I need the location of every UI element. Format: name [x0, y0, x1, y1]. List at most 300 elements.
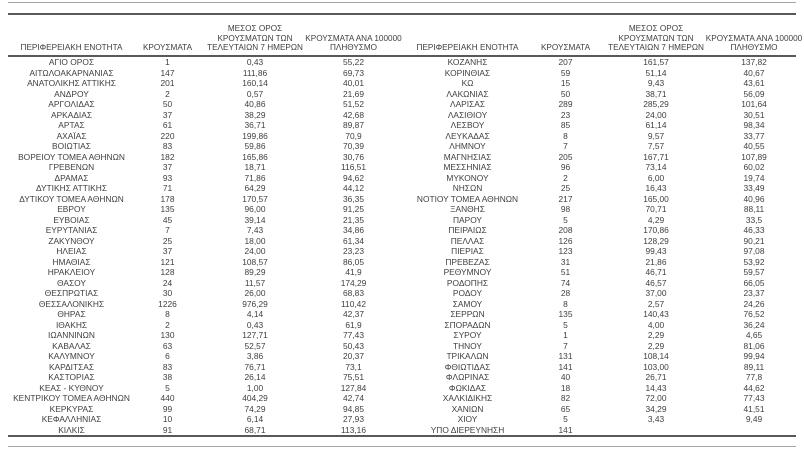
- region-name-cell: ΚΑΛΥΜΝΟΥ: [48, 351, 95, 361]
- region-name-cell: ΧΑΝΙΩΝ: [451, 403, 484, 414]
- per100k-value-cell: 4,65: [745, 330, 763, 340]
- column-gap: [397, 204, 404, 215]
- per100k-value-cell: 61,34: [343, 235, 364, 246]
- per100k-value-cell: 21,69: [343, 88, 364, 99]
- region-name-cell: ΑΝΑΤΟΛΙΚΗΣ ΑΤΤΙΚΗΣ: [27, 78, 116, 88]
- avg7-value-cell: 111,86: [242, 67, 268, 78]
- avg7-value-cell: 7,43: [246, 225, 264, 235]
- avg7-value-cell: 26,71: [645, 372, 667, 382]
- region-name-cell: ΕΒΡΟΥ: [57, 204, 86, 214]
- cases-value-cell: 98: [560, 204, 571, 214]
- per100k-value-cell: 68,83: [343, 288, 364, 298]
- region-name-cell: ΑΝΔΡΟΥ: [54, 88, 89, 99]
- avg7-value-cell: 71,86: [244, 172, 266, 183]
- avg7-value-cell: 9,43: [647, 78, 665, 88]
- avg7-value-cell: 404,29: [242, 393, 268, 403]
- cases-value-cell: 7: [165, 225, 170, 235]
- avg7-value-cell: 4,00: [647, 319, 665, 330]
- avg7-value-cell: 61,14: [645, 120, 667, 130]
- region-name-cell: ΞΑΝΘΗΣ: [450, 204, 485, 214]
- region-name-cell: ΝΗΣΩΝ: [452, 183, 483, 193]
- avg7-value-cell: 72,00: [645, 393, 667, 403]
- region-name-cell: ΛΑΣΙΘΙΟΥ: [447, 109, 488, 120]
- stats-grid: [8, 15, 803, 435]
- per100k-value-cell: 77,43: [343, 330, 364, 340]
- avg7-value-cell: 24,00: [244, 246, 266, 256]
- avg7-value-cell: 3,43: [647, 414, 665, 424]
- avg7-value-cell: 3,86: [246, 351, 264, 361]
- cases-value-cell: 5: [563, 414, 568, 424]
- cases-value-cell: 45: [162, 214, 173, 225]
- region-name-cell: ΥΠΟ ΔΙΕΡΕΥΝΗΣΗ: [430, 424, 505, 435]
- cases-value-cell: 50: [162, 99, 173, 109]
- cases-value-cell: 5: [563, 319, 568, 330]
- cases-value-cell: 37: [162, 162, 173, 172]
- avg7-value-cell: 24,00: [645, 109, 667, 120]
- per100k-value-cell: 70,39: [343, 141, 364, 151]
- region-name-cell: ΛΑΡΙΣΑΣ: [449, 99, 486, 109]
- column-gap: [397, 330, 404, 341]
- avg7-value-cell: 2,29: [647, 330, 665, 340]
- region-name-cell: ΚΩ: [461, 78, 474, 88]
- avg7-value-cell: 2,29: [647, 340, 665, 351]
- region-name-cell: ΗΛΕΙΑΣ: [56, 246, 87, 256]
- cases-value-cell: 147: [160, 67, 175, 78]
- per100k-value-cell: 94,85: [343, 403, 364, 414]
- column-gap: [397, 351, 404, 362]
- cases-value-cell: 82: [560, 393, 571, 403]
- column-gap: [397, 173, 404, 184]
- avg7-value-cell: 68,71: [244, 424, 266, 435]
- per100k-value-cell: 33,49: [743, 183, 765, 193]
- column-gap: [397, 141, 404, 152]
- avg7-value-cell: 108,14: [643, 351, 669, 361]
- per100k-value-cell: 53,92: [743, 256, 765, 267]
- column-gap: [397, 236, 404, 247]
- avg7-value-cell: 0,43: [246, 57, 264, 67]
- per100k-value-cell: 88,11: [743, 204, 765, 214]
- per100k-value-cell: 60,02: [743, 162, 765, 172]
- bottom-thin-rule: [8, 446, 796, 447]
- avg7-value-cell: 38,71: [645, 88, 667, 99]
- per100k-value-cell: 59,57: [743, 267, 765, 277]
- per100k-value-cell: 89,87: [343, 120, 364, 130]
- avg7-value-cell: 108,57: [242, 256, 268, 267]
- avg7-value-cell: 0,57: [246, 88, 264, 99]
- cases-value-cell: 8: [563, 130, 568, 141]
- cases-value-cell: 208: [558, 225, 573, 235]
- per100k-value-cell: 36,35: [343, 193, 364, 204]
- avg7-value-cell: 64,29: [244, 183, 266, 193]
- region-name-cell: ΙΩΑΝΝΙΝΩΝ: [48, 330, 95, 340]
- per100k-value-cell: 27,93: [343, 414, 364, 424]
- avg7-value-cell: 161,57: [643, 57, 669, 67]
- column-gap: [397, 15, 404, 55]
- avg7-value-cell: 40,86: [244, 99, 266, 109]
- region-name-cell: ΕΥΡΥΤΑΝΙΑΣ: [45, 225, 98, 235]
- region-name-cell: ΛΑΚΩΝΙΑΣ: [446, 88, 489, 99]
- cases-value-cell: 83: [162, 361, 173, 372]
- column-gap: [397, 225, 404, 236]
- avg7-value-cell: 18,00: [244, 235, 266, 246]
- cases-value-cell: 141: [558, 424, 573, 435]
- region-name-cell: ΚΑΒΑΛΑΣ: [52, 340, 91, 351]
- per100k-value-cell: 20,37: [343, 351, 364, 361]
- region-name-cell: ΤΡΙΚΑΛΩΝ: [446, 351, 489, 361]
- column-gap: [397, 215, 404, 226]
- avg7-value-cell: 52,57: [244, 340, 266, 351]
- avg7-value-cell: 165,86: [242, 151, 268, 162]
- per100k-value-cell: 110,42: [341, 298, 366, 309]
- per100k-value-cell: 113,16: [341, 424, 366, 435]
- avg7-value-cell: 38,29: [244, 109, 266, 120]
- cases-value-cell: 126: [558, 235, 573, 246]
- cases-value-cell: 59: [560, 67, 571, 78]
- region-name-cell: ΚΑΣΤΟΡΙΑΣ: [48, 372, 95, 382]
- avg7-value-cell: 39,14: [244, 214, 266, 225]
- cases-value-cell: 25: [162, 235, 173, 246]
- avg7-value-cell: 199,86: [242, 130, 268, 141]
- per100k-value-cell: 33,77: [743, 130, 765, 141]
- region-name-cell: ΘΗΡΑΣ: [57, 309, 86, 319]
- column-gap: [397, 152, 404, 163]
- column-gap: [397, 99, 404, 110]
- cases-value-cell: 182: [160, 151, 175, 162]
- region-name-cell: ΘΑΣΟΥ: [57, 277, 86, 288]
- region-name-cell: ΦΘΙΩΤΙΔΑΣ: [444, 361, 491, 372]
- region-name-cell: ΗΜΑΘΙΑΣ: [52, 256, 91, 267]
- avg7-value-cell: 128,29: [643, 235, 669, 246]
- column-gap: [397, 372, 404, 383]
- per100k-value-cell: 23,37: [743, 288, 765, 298]
- region-name-cell: ΜΑΓΝΗΣΙΑΣ: [443, 151, 492, 162]
- cases-value-cell: 93: [162, 172, 173, 183]
- avg7-value-cell: 4,29: [647, 214, 665, 225]
- region-name-cell: ΦΩΚΙΔΑΣ: [448, 382, 487, 393]
- column-gap: [397, 194, 404, 205]
- region-name-cell: ΙΘΑΚΗΣ: [55, 319, 88, 330]
- avg7-value-cell: 51,14: [645, 67, 667, 78]
- cases-value-cell: 131: [558, 351, 573, 361]
- cases-value-cell: 141: [558, 361, 573, 372]
- per100k-value-cell: [712, 425, 796, 436]
- region-name-cell: ΗΡΑΚΛΕΙΟΥ: [47, 267, 96, 277]
- per100k-value-cell: 98,34: [743, 120, 765, 130]
- per100k-value-cell: 66,05: [743, 277, 765, 288]
- per100k-value-cell: 56,09: [743, 88, 765, 99]
- per100k-value-cell: 19,74: [743, 172, 765, 183]
- column-gap: [397, 404, 404, 415]
- avg7-value-cell: 26,14: [244, 372, 266, 382]
- cases-value-cell: 28: [560, 288, 571, 298]
- region-name-cell: ΛΕΣΒΟΥ: [450, 120, 485, 130]
- region-name-cell: ΚΕΝΤΡΙΚΟΥ ΤΟΜΕΑ ΑΘΗΝΩΝ: [13, 393, 130, 403]
- cases-value-cell: 83: [162, 141, 173, 151]
- per100k-value-cell: 42,74: [343, 393, 364, 403]
- per100k-value-cell: 30,51: [743, 109, 765, 120]
- col-header-region-left: ΠΕΡΙΦΕΡΕΙΑΚΗ ΕΝΟΤΗΤΑ: [20, 43, 123, 53]
- per100k-value-cell: 81,06: [743, 340, 765, 351]
- cases-value-cell: 40: [560, 372, 571, 382]
- region-name-cell: ΒΟΙΩΤΙΑΣ: [52, 141, 91, 151]
- cases-value-cell: 63: [162, 340, 173, 351]
- avg7-value-cell: 89,29: [244, 267, 266, 277]
- column-gap: [397, 383, 404, 394]
- cases-value-cell: 25: [560, 183, 571, 193]
- avg7-value-cell: 4,14: [246, 309, 264, 319]
- column-gap: [397, 299, 404, 310]
- column-gap: [397, 393, 404, 404]
- column-gap: [397, 414, 404, 425]
- per100k-value-cell: 107,89: [741, 151, 767, 162]
- avg7-value-cell: [600, 425, 712, 436]
- col-header-per100k-right: ΚΡΟΥΣΜΑΤΑ ΑΝΑ 100000 ΠΛΗΘΥΣΜΟ: [705, 33, 803, 53]
- per100k-value-cell: 42,37: [343, 309, 364, 319]
- per100k-value-cell: 174,29: [340, 277, 367, 288]
- avg7-value-cell: 160,14: [242, 78, 268, 88]
- avg7-value-cell: 34,29: [645, 403, 667, 414]
- avg7-value-cell: 167,71: [643, 151, 669, 162]
- cases-value-cell: 85: [560, 120, 571, 130]
- col-header-cases-left: ΚΡΟΥΣΜΑΤΑ: [142, 43, 193, 53]
- column-gap: [397, 425, 404, 436]
- per100k-value-cell: 69,73: [343, 67, 364, 78]
- per100k-value-cell: 41,9: [345, 267, 362, 277]
- per100k-value-cell: 42,68: [343, 109, 364, 120]
- region-name-cell: ΡΕΘΥΜΝΟΥ: [443, 267, 492, 277]
- cases-value-cell: 121: [160, 256, 175, 267]
- column-gap: [397, 57, 404, 68]
- per100k-value-cell: 137,82: [741, 57, 767, 67]
- per100k-value-cell: 50,43: [343, 340, 364, 351]
- avg7-value-cell: 14,43: [645, 382, 667, 393]
- cases-value-cell: 74: [560, 277, 571, 288]
- cases-value-cell: 8: [563, 298, 568, 309]
- region-name-cell: ΘΕΣΠΡΩΤΙΑΣ: [44, 288, 99, 298]
- avg7-value-cell: 36,71: [244, 120, 266, 130]
- cases-value-cell: 50: [560, 88, 571, 99]
- avg7-value-cell: 96,00: [244, 204, 266, 214]
- per100k-value-cell: 51,52: [343, 99, 364, 109]
- per100k-value-cell: 116,51: [341, 162, 366, 172]
- col-header-cases-right: ΚΡΟΥΣΜΑΤΑ: [540, 43, 591, 53]
- cases-value-cell: 23: [560, 109, 571, 120]
- per100k-value-cell: 21,35: [343, 214, 364, 225]
- column-gap: [397, 362, 404, 373]
- region-name-cell: ΝΟΤΙΟΥ ΤΟΜΕΑ ΑΘΗΝΩΝ: [416, 193, 519, 204]
- per100k-value-cell: 30,76: [343, 151, 364, 162]
- avg7-value-cell: 976,29: [242, 298, 268, 309]
- region-name-cell: ΧΑΛΚΙΔΙΚΗΣ: [442, 393, 493, 403]
- avg7-value-cell: 76,71: [244, 361, 266, 372]
- avg7-value-cell: 37,00: [645, 288, 667, 298]
- per100k-value-cell: 127,84: [340, 382, 367, 393]
- region-name-cell: ΒΟΡΕΙΟΥ ΤΟΜΕΑ ΑΘΗΝΩΝ: [18, 151, 125, 162]
- cases-value-cell: 6: [165, 351, 170, 361]
- cases-value-cell: 135: [558, 309, 573, 319]
- cases-value-cell: 1: [165, 57, 170, 67]
- avg7-value-cell: 21,86: [645, 256, 667, 267]
- cases-value-cell: 30: [162, 288, 173, 298]
- column-gap: [397, 278, 404, 289]
- per100k-value-cell: 76,52: [743, 309, 765, 319]
- column-gap: [397, 89, 404, 100]
- region-name-cell: ΛΕΥΚΑΔΑΣ: [445, 130, 490, 141]
- region-name-cell: ΕΥΒΟΙΑΣ: [53, 214, 90, 225]
- per100k-value-cell: 43,61: [743, 78, 765, 88]
- cases-value-cell: 1: [563, 330, 568, 340]
- region-name-cell: ΣΑΜΟΥ: [452, 298, 483, 309]
- cases-value-cell: 123: [558, 246, 573, 256]
- cases-value-cell: 135: [160, 204, 175, 214]
- avg7-value-cell: 0,43: [246, 319, 264, 330]
- cases-value-cell: 217: [558, 193, 573, 204]
- avg7-value-cell: 2,57: [647, 298, 665, 309]
- column-gap: [397, 257, 404, 268]
- avg7-value-cell: 70,71: [645, 204, 667, 214]
- avg7-value-cell: 26,00: [244, 288, 266, 298]
- column-gap: [397, 110, 404, 121]
- cases-value-cell: 5: [165, 382, 170, 393]
- region-name-cell: ΡΟΔΟΥ: [452, 288, 483, 298]
- per100k-value-cell: 34,86: [343, 225, 364, 235]
- col-header-avg7-left: ΜΕΣΟΣ ΟΡΟΣ ΚΡΟΥΣΜΑΤΩΝ ΤΩΝ ΤΕΛΕΥΤΑΙΩΝ 7 ΗΜΕΡΩΝ: [207, 24, 303, 53]
- cases-value-cell: 5: [563, 214, 568, 225]
- region-name-cell: ΚΕΦΑΛΛΗΝΙΑΣ: [41, 414, 102, 424]
- avg7-value-cell: 6,00: [647, 172, 665, 183]
- column-gap: [397, 341, 404, 352]
- cases-value-cell: 7: [563, 141, 568, 151]
- avg7-value-cell: 140,43: [643, 309, 669, 319]
- avg7-value-cell: 285,29: [643, 99, 669, 109]
- cases-value-cell: 201: [160, 78, 175, 88]
- region-name-cell: ΑΡΓΟΛΙΔΑΣ: [48, 99, 95, 109]
- region-name-cell: ΣΥΡΟΥ: [453, 330, 482, 340]
- col-header-region-right: ΠΕΡΙΦΕΡΕΙΑΚΗ ΕΝΟΤΗΤΑ: [416, 43, 519, 53]
- cases-value-cell: 38: [162, 372, 173, 382]
- cases-value-cell: 207: [558, 57, 573, 67]
- cases-value-cell: 220: [160, 130, 175, 141]
- per100k-value-cell: 77,43: [743, 393, 765, 403]
- column-gap: [397, 162, 404, 173]
- avg7-value-cell: 11,57: [244, 277, 266, 288]
- region-name-cell: ΠΡΕΒΕΖΑΣ: [445, 256, 490, 267]
- cases-value-cell: 2: [165, 88, 170, 99]
- cases-value-cell: 10: [162, 414, 173, 424]
- per100k-value-cell: 33,5: [745, 214, 763, 225]
- region-name-cell: ΔΥΤΙΚΟΥ ΤΟΜΕΑ ΑΘΗΝΩΝ: [19, 193, 124, 204]
- region-name-cell: ΖΑΚΥΝΘΟΥ: [48, 235, 95, 246]
- region-name-cell: ΣΠΟΡΑΔΩΝ: [444, 319, 491, 330]
- per100k-value-cell: 41,51: [743, 403, 765, 414]
- column-gap: [397, 68, 404, 79]
- avg7-value-cell: 16,43: [645, 183, 667, 193]
- column-gap: [397, 288, 404, 299]
- region-name-cell: ΜΕΣΣΗΝΙΑΣ: [443, 162, 492, 172]
- region-name-cell: ΤΗΝΟΥ: [452, 340, 483, 351]
- per100k-value-cell: 99,94: [743, 351, 765, 361]
- cases-value-cell: 7: [563, 340, 568, 351]
- per100k-value-cell: 94,62: [343, 172, 364, 183]
- per100k-value-cell: 40,55: [743, 141, 765, 151]
- cases-value-cell: 24: [162, 277, 173, 288]
- region-name-cell: ΠΑΡΟΥ: [452, 214, 483, 225]
- region-name-cell: ΠΕΙΡΑΙΩΣ: [448, 225, 487, 235]
- avg7-value-cell: 18,71: [244, 162, 266, 172]
- region-name-cell: ΜΥΚΟΝΟΥ: [446, 172, 489, 183]
- avg7-value-cell: 103,00: [643, 361, 669, 372]
- per100k-value-cell: 40,67: [743, 67, 765, 78]
- avg7-value-cell: 74,29: [244, 403, 266, 414]
- col-header-per100k-left: ΚΡΟΥΣΜΑΤΑ ΑΝΑ 100000 ΠΛΗΘΥΣΜΟ: [305, 33, 402, 53]
- per100k-value-cell: 55,22: [343, 57, 364, 67]
- cases-value-cell: 31: [560, 256, 571, 267]
- per100k-value-cell: 23,23: [343, 246, 364, 256]
- column-gap: [397, 320, 404, 331]
- region-name-cell: ΧΙΟΥ: [457, 414, 478, 424]
- region-name-cell: ΔΥΤΙΚΗΣ ΑΤΤΙΚΗΣ: [35, 183, 107, 193]
- region-name-cell: ΓΡΕΒΕΝΩΝ: [48, 162, 95, 172]
- per100k-value-cell: 44,62: [743, 382, 765, 393]
- per100k-value-cell: 86,05: [343, 256, 364, 267]
- column-gap: [397, 120, 404, 131]
- per100k-value-cell: 9,49: [745, 414, 763, 424]
- region-name-cell: ΑΡΤΑΣ: [58, 120, 85, 130]
- region-name-cell: ΔΡΑΜΑΣ: [54, 172, 89, 183]
- cases-value-cell: 99: [162, 403, 173, 414]
- col-header-avg7-right: ΜΕΣΟΣ ΟΡΟΣ ΚΡΟΥΣΜΑΤΩΝ ΤΩΝ ΤΕΛΕΥΤΑΙΩΝ 7 ΗΜΕΡΩΝ: [608, 24, 704, 53]
- per100k-value-cell: 40,96: [743, 193, 765, 204]
- cases-value-cell: 128: [160, 267, 175, 277]
- cases-value-cell: 178: [160, 193, 175, 204]
- region-name-cell: ΑΧΑΪΑΣ: [56, 130, 87, 141]
- per100k-value-cell: 40,01: [343, 78, 364, 88]
- per100k-value-cell: 77,8: [745, 372, 763, 382]
- region-name-cell: ΚΟΖΑΝΗΣ: [447, 57, 488, 67]
- cases-value-cell: 1226: [158, 298, 177, 309]
- cases-value-cell: 205: [558, 151, 573, 162]
- region-name-cell: ΚΕΡΚΥΡΑΣ: [49, 403, 94, 414]
- cases-value-cell: 51: [560, 267, 571, 277]
- per100k-value-cell: 61,9: [345, 319, 362, 330]
- column-gap: [397, 78, 404, 89]
- region-name-cell: ΣΕΡΡΩΝ: [450, 309, 485, 319]
- avg7-value-cell: 73,14: [645, 162, 667, 172]
- column-gap: [397, 183, 404, 194]
- cases-value-cell: 130: [160, 330, 175, 340]
- cases-value-cell: 37: [162, 246, 173, 256]
- region-name-cell: ΚΑΡΔΙΤΣΑΣ: [48, 361, 95, 372]
- per100k-value-cell: 36,24: [743, 319, 765, 330]
- avg7-value-cell: 165,00: [643, 193, 669, 204]
- avg7-value-cell: 9,57: [647, 130, 665, 141]
- region-name-cell: ΡΟΔΟΠΗΣ: [446, 277, 489, 288]
- per100k-value-cell: 75,51: [343, 372, 364, 382]
- per100k-value-cell: 44,12: [343, 183, 364, 193]
- cases-value-cell: 289: [558, 99, 573, 109]
- cases-value-cell: 65: [560, 403, 571, 414]
- avg7-value-cell: 46,71: [645, 267, 667, 277]
- region-name-cell: ΛΗΜΝΟΥ: [449, 141, 486, 151]
- region-name-cell: ΘΕΣΣΑΛΟΝΙΚΗΣ: [38, 298, 105, 309]
- region-name-cell: ΦΛΩΡΙΝΑΣ: [445, 372, 490, 382]
- region-name-cell: ΑΓΙΟ ΟΡΟΣ: [48, 57, 95, 67]
- avg7-value-cell: 46,57: [645, 277, 667, 288]
- cases-value-cell: 18: [560, 382, 571, 393]
- cases-value-cell: 71: [162, 183, 173, 193]
- per100k-value-cell: 101,64: [741, 99, 767, 109]
- region-name-cell: ΚΕΑΣ - ΚΥΘΝΟΥ: [39, 382, 104, 393]
